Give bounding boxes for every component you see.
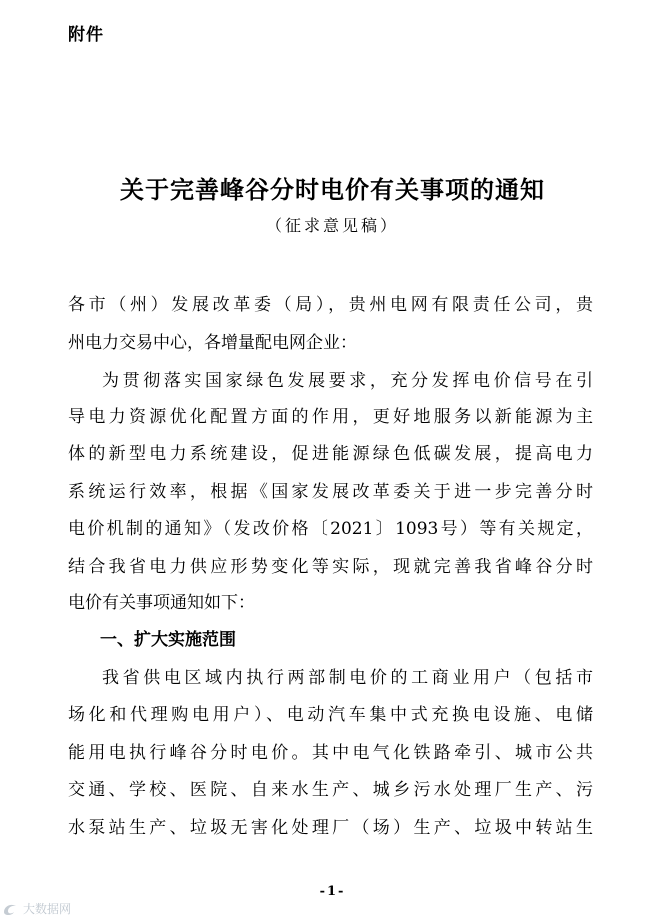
section-line: 交通、学校、医院、自来水生产、城乡污水处理厂生产、污 [68,780,593,800]
section-line: 我省供电区域内执行两部制电价的工商业用户（包括市 [102,668,593,688]
salutation-line: 各市（州）发展改革委（局），贵州电网有限责任公司，贵 [68,295,593,315]
salutation-line: 州电力交易中心，各增量配电网企业： [68,333,357,353]
intro-line: 导电力资源优化配置方面的作用，更好地服务以新能源为主 [68,407,593,427]
watermark-text: 大数据网 [23,902,72,916]
document-subtitle: （征求意见稿） [265,216,399,235]
intro-line: 体的新型电力系统建设，促进能源绿色低碳发展，提高电力 [68,444,593,464]
intro-line: 电价机制的通知》（发改价格〔2021〕1093号）等有关规定， [68,519,593,539]
page-number: -1- [319,884,346,899]
intro-line: 系统运行效率，根据《国家发展改革委关于进一步完善分时 [68,482,593,502]
watermark [2,900,71,917]
intro-line: 为贯彻落实国家绿色发展要求，充分发挥电价信号在引 [102,371,593,391]
intro-line: 结合我省电力供应形势变化等实际，现就完善我省峰谷分时 [68,557,593,577]
attachment-label: 附件 [68,25,104,45]
intro-line: 电价有关事项通知如下： [68,593,255,613]
document-title: 关于完善峰谷分时电价有关事项的通知 [120,175,545,204]
watermark-logo-icon [2,902,20,916]
section-line: 能用电执行峰谷分时电价。其中电气化铁路牵引、城市公共 [68,743,593,763]
section-heading: 一、扩大实施范围 [100,630,236,650]
section-line: 水泵站生产、垃圾无害化处理厂（场）生产、垃圾中转站生 [68,818,593,838]
section-line: 场化和代理购电用户）、电动汽车集中式充换电设施、电储 [68,705,593,725]
